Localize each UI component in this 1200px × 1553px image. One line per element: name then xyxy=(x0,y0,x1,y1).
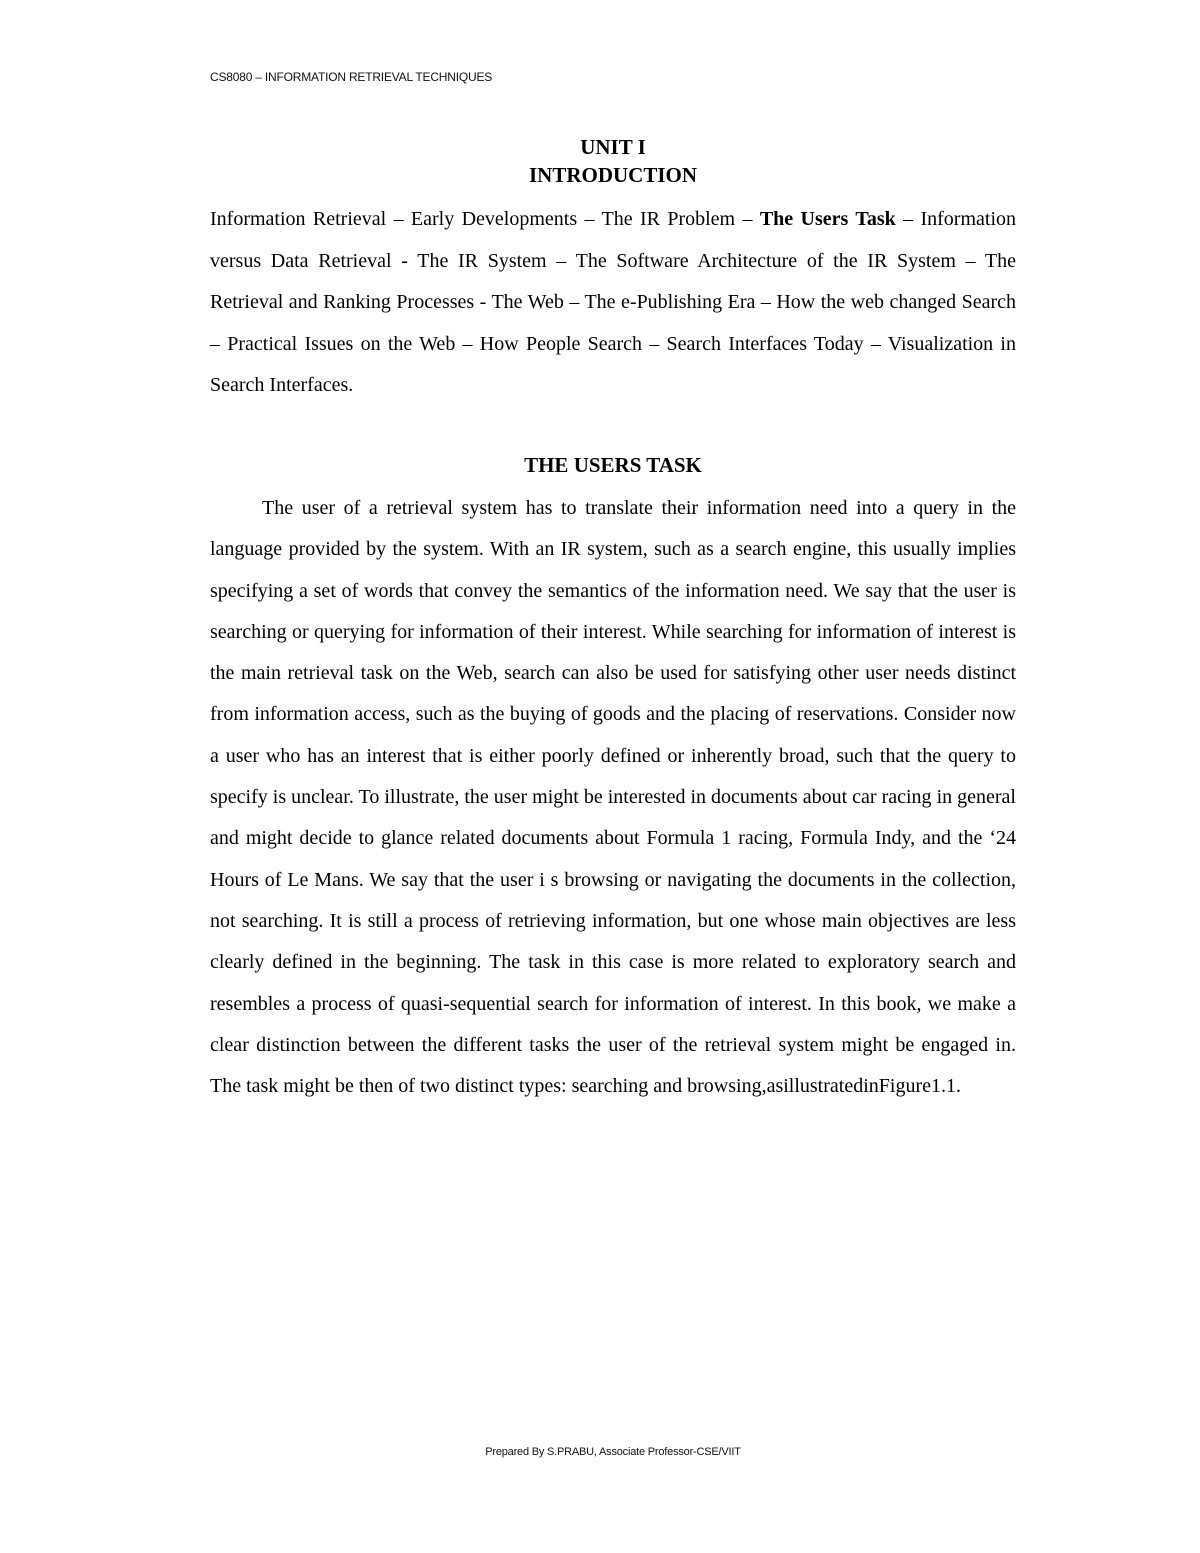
unit-subtitle: INTRODUCTION xyxy=(528,163,698,187)
section-title: THE USERS TASK xyxy=(524,453,702,477)
syllabus-text-part1: Information Retrieval – Early Developments – The IR Problem – xyxy=(210,208,760,230)
syllabus-text-part2: – Information versus Data Retrieval - The IR System – The Software Architecture of the IR System – The Retrieval and Ranking Processes - The Web – The e-Publishing Era – How the web changed Search – Practical Issues on the Web – How People Search – Search Interfaces Today – Visualization in Search Interfaces. xyxy=(210,208,1016,397)
syllabus-paragraph xyxy=(210,199,1016,407)
section-body-paragraph: The user of a retrieval system has to translate their information need into a query in the language provided by the system. With an IR system, such as a search engine, this usually implies specifying a set of words that convey the semantics of the information need. We say that the user is searching or querying for information of their interest. While searching for information of interest is the main retrieval task on the Web, search can also be used for satisfying other user needs distinct from information access, such as the buying of goods and the placing of reservations. Consider now a user who has an interest that is either poorly defined or inherently broad, such that the query to specify is unclear. To illustrate, the user might be interested in documents about car racing in general and might decide to glance related documents about Formula 1 racing, Formula Indy, and the ‘24 Hours of Le Mans. We say that the user i s browsing or navigating the documents in the collection, not searching. It is still a process of retrieving information, but one whose main objectives are less clearly defined in the beginning. The task in this case is more related to exploratory search and resembles a process of quasi-sequential search for information of interest. In this book, we make a clear distinction between the different tasks the user of the retrieval system might be engaged in. The task might be then of two distinct types: searching and browsing,asillustratedinFigure1.1. xyxy=(210,497,1016,1098)
running-header: CS8080 – INFORMATION RETRIEVAL TECHNIQUES xyxy=(210,70,493,84)
syllabus-highlight: The Users Task xyxy=(759,208,896,230)
page-footer: Prepared By S.PRABU, Associate Professor-CSE/VIIT xyxy=(485,1446,741,1458)
unit-title: UNIT I xyxy=(580,135,646,159)
